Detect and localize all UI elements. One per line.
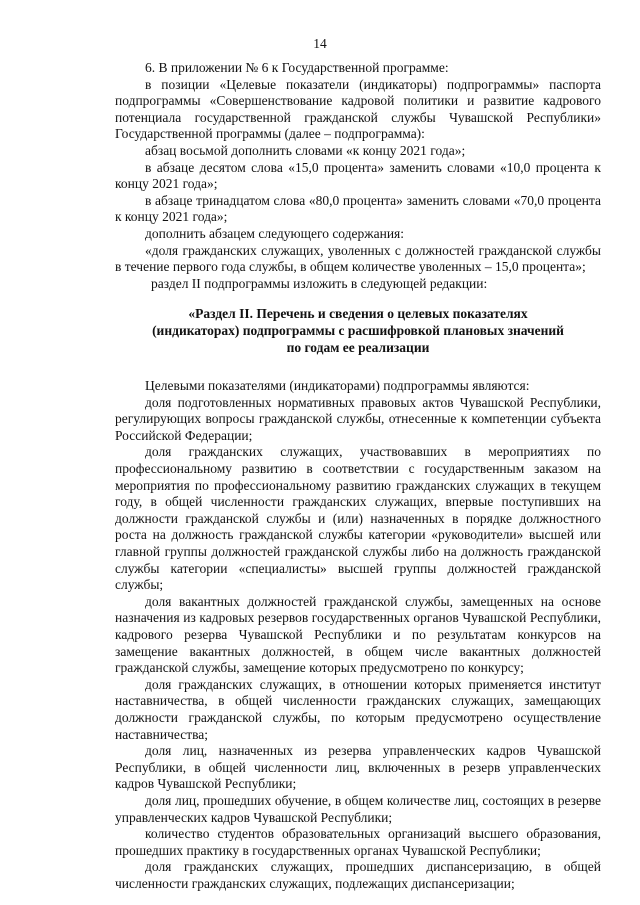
paragraph: Целевыми показателями (индикаторами) подпрограммы являются: bbox=[145, 378, 530, 394]
paragraph: доля вакантных должностей гражданской службы, замещенных на основе назначения из кадровых резервов государственных органов Чувашской Республики, кадрового резерва Чувашской Республики и по результатам конкурсов на замещение вакантных должностей, в общем числе вакантных должностей гражданской службы, замещение которых предусмотрено по конкурсу; bbox=[115, 593, 601, 676]
paragraph: «доля гражданских служащих, уволенных с должностей гражданской службы в течение первого года службы, в общем количестве уволенных – 15,0 процента»; bbox=[115, 242, 601, 275]
paragraph: дополнить абзацем следующего содержания: bbox=[145, 225, 405, 241]
paragraph: доля гражданских служащих, участвовавших в мероприятиях по профессиональному развитию в соответствии с государственным заказом на мероприятия по профессиональному развитию гражданских служащих в текущем году, в общей численности гражданских служащих, впервые поступивших на должности гражданской службы и (или) назначенных в порядке должностного роста на должность гражданской службы категории «руководители» высшей или главной группы должностей гражданской службы либо на должность гражданской службы категории «специалисты» высшей группы должностей гражданской службы; bbox=[115, 444, 601, 593]
document-body bbox=[115, 60, 601, 893]
spacer bbox=[115, 356, 601, 378]
paragraph: доля лиц, прошедших обучение, в общем количестве лиц, состоящих в резерве управленческих кадров Чувашской Республики; bbox=[115, 792, 601, 825]
paragraph: доля лиц, назначенных из резерва управленческих кадров Чувашской Республики, в общей численности лиц, включенных в резерв управленческих кадров Чувашской Республики; bbox=[115, 743, 601, 792]
paragraph: 6. В приложении № 6 к Государственной программе: bbox=[145, 60, 449, 75]
paragraph: доля гражданских служащих, в отношении которых применяется институт наставничества, в общей численности гражданских служащих, замещающих должности гражданской службы, по которым предусмотрено осуществление наставничества; bbox=[115, 676, 601, 742]
paragraph: количество студентов образовательных организаций высшего образования, прошедших практику в государственных органах Чувашской Республики; bbox=[115, 826, 601, 858]
paragraph: в абзаце десятом слова «15,0 процента» заменить словами «10,0 процента к концу 2021 года»; bbox=[115, 159, 601, 192]
paragraph: в позиции «Целевые показатели (индикаторы) подпрограммы» паспорта подпрограммы «Совершенствование кадровой политики и развитие кадрового потенциала государственной гражданской службы Чувашской Республики» Государственной программы (далее – подпрограмма): bbox=[115, 76, 601, 142]
section-heading: «Раздел II. Перечень и сведения о целевых показателях (индикаторах) подпрограммы с расшифровкой плановых значений по годам ее реализации bbox=[152, 306, 564, 355]
paragraph: доля подготовленных нормативных правовых актов Чувашской Республики, регулирующих вопросы гражданской службы, отнесенные к компетенции субъекта Российской Федерации; bbox=[115, 394, 601, 443]
spacer bbox=[115, 292, 601, 306]
paragraph: доля гражданских служащих, прошедших диспансеризацию, в общей численности гражданских служащих, подлежащих диспансеризации; bbox=[115, 859, 601, 891]
paragraph: в абзаце тринадцатом слова «80,0 процента» заменить словами «70,0 процента к концу 2021 года»; bbox=[115, 192, 601, 225]
paragraph: раздел II подпрограммы изложить в следующей редакции: bbox=[151, 275, 488, 291]
page-number: 14 bbox=[313, 36, 327, 51]
paragraph: абзац восьмой дополнить словами «к концу 2021 года»; bbox=[145, 142, 466, 158]
